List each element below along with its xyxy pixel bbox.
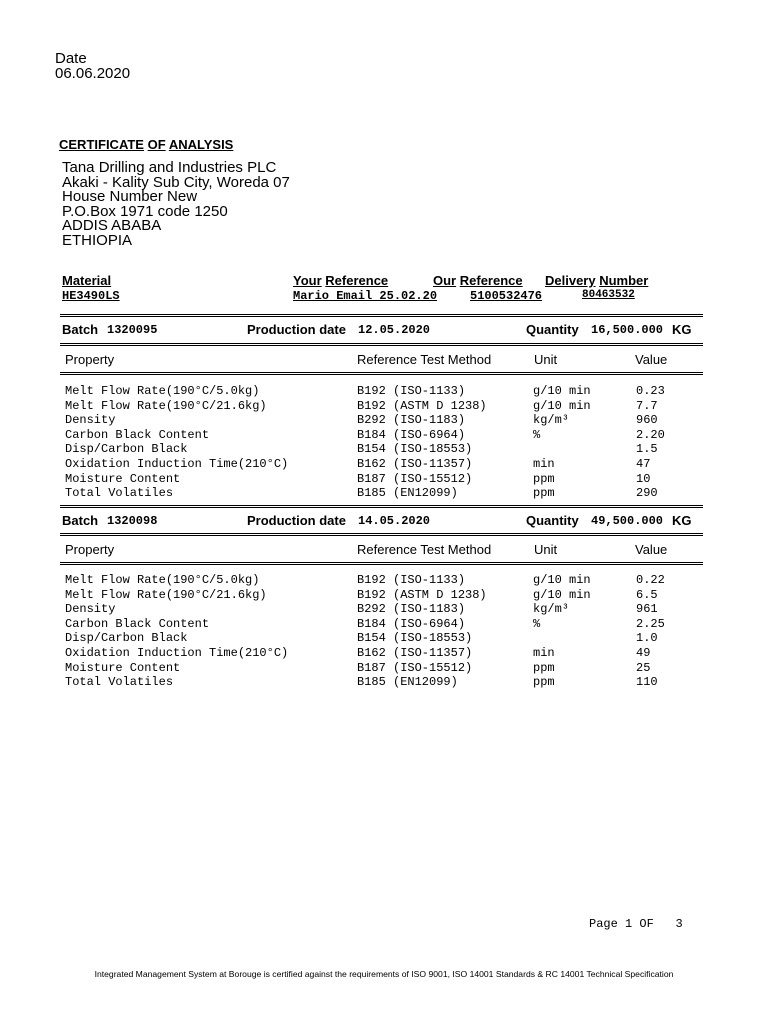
- value-cell: 10: [636, 471, 651, 486]
- material-header: Material: [62, 273, 112, 288]
- divider: [60, 562, 703, 563]
- table-row: [0, 428, 768, 443]
- unit-cell: min: [533, 457, 555, 471]
- property-cell: Total Volatiles: [65, 675, 174, 690]
- divider: [60, 372, 703, 373]
- address-line: ETHIOPIA: [62, 232, 133, 249]
- page-total: 3: [675, 917, 683, 931]
- property-cell: Density: [65, 413, 116, 428]
- divider: [60, 535, 703, 536]
- divider: [60, 316, 703, 317]
- unit-header: Unit: [534, 542, 558, 557]
- method-cell: B187 (ISO-15512): [357, 660, 473, 675]
- unit-cell: kg/m³: [533, 413, 570, 428]
- method-cell: B185 (EN12099): [357, 675, 458, 690]
- property-cell: Oxidation Induction Time(210°C): [65, 457, 289, 471]
- divider: [60, 374, 703, 375]
- unit-cell: %: [533, 616, 541, 631]
- value-cell: 960: [636, 413, 658, 428]
- property-cell: Total Volatiles: [65, 486, 174, 501]
- page-number: 1: [625, 917, 633, 931]
- property-header: Property: [65, 542, 115, 557]
- unit-cell: %: [533, 427, 541, 442]
- unit-cell: ppm: [533, 675, 555, 690]
- method-cell: B162 (ISO-11357): [357, 457, 473, 471]
- method-header: Reference Test Method: [357, 542, 492, 557]
- value-cell: 290: [636, 486, 658, 501]
- date-label: Date: [55, 50, 87, 67]
- method-cell: B184 (ISO-6964): [357, 616, 466, 631]
- address-line: ADDIS ABABA: [62, 217, 162, 234]
- method-cell: B292 (ISO-1183): [357, 413, 466, 428]
- batch-number: 1320098: [107, 514, 158, 528]
- value-cell: 1.0: [636, 631, 658, 646]
- property-cell: Disp/Carbon Black: [65, 631, 188, 646]
- method-header: Reference Test Method: [357, 352, 492, 367]
- method-cell: B192 (ASTM D 1238): [357, 587, 487, 602]
- value-cell: 7.7: [636, 398, 658, 413]
- table-row: [0, 573, 768, 588]
- value-cell: 49: [636, 646, 651, 660]
- value-cell: 0.22: [636, 573, 665, 587]
- unit-cell: g/10 min: [533, 398, 591, 413]
- method-cell: B162 (ISO-11357): [357, 646, 473, 660]
- production-date-label: Production date: [247, 513, 346, 528]
- table-row: [0, 631, 768, 646]
- property-cell: Disp/Carbon Black: [65, 442, 188, 457]
- table-row: [0, 602, 768, 617]
- production-date-value: 14.05.2020: [358, 514, 431, 528]
- value-cell: 961: [636, 602, 658, 617]
- value-cell: 2.20: [636, 427, 665, 442]
- unit-cell: g/10 min: [533, 587, 591, 602]
- method-cell: B154 (ISO-18553): [357, 442, 473, 457]
- table-row: [0, 646, 768, 661]
- footer-certification-text: Integrated Management System at Borouge is certified against the requirements of ISO 9001, ISO 14001 Standards & RC 14001 Technical Specification: [94, 969, 674, 979]
- address-line: Akaki - Kality Sub City, Woreda 07: [62, 174, 290, 191]
- table-row: [0, 675, 768, 690]
- property-cell: Oxidation Induction Time(210°C): [65, 646, 289, 660]
- page-label: Page: [589, 917, 618, 931]
- page-of: OF: [639, 917, 654, 931]
- title-word-of: OF: [147, 137, 166, 152]
- property-cell: Moisture Content: [65, 471, 181, 486]
- property-cell: Melt Flow Rate(190°C/21.6kg): [65, 587, 267, 602]
- quantity-unit: KG: [672, 322, 692, 337]
- table-row: [0, 617, 768, 632]
- table-row: [0, 588, 768, 603]
- table-row: [0, 457, 768, 472]
- batch-number: 1320095: [107, 323, 158, 337]
- quantity-label: Quantity: [526, 322, 579, 337]
- property-cell: Melt Flow Rate(190°C/5.0kg): [65, 384, 260, 398]
- property-cell: Moisture Content: [65, 660, 181, 675]
- property-cell: Density: [65, 602, 116, 617]
- method-cell: B292 (ISO-1183): [357, 602, 466, 617]
- unit-cell: g/10 min: [533, 573, 591, 587]
- property-cell: Melt Flow Rate(190°C/5.0kg): [65, 573, 260, 587]
- batch-label: Batch: [62, 513, 99, 528]
- divider: [60, 345, 703, 346]
- divider: [60, 507, 703, 508]
- divider: [60, 314, 703, 315]
- quantity-unit: KG: [672, 513, 692, 528]
- method-cell: B187 (ISO-15512): [357, 471, 473, 486]
- quantity-value: 49,500.000: [591, 514, 664, 528]
- unit-cell: ppm: [533, 660, 555, 675]
- address-line: House Number New: [62, 188, 198, 205]
- production-date-value: 12.05.2020: [358, 323, 431, 337]
- property-cell: Carbon Black Content: [65, 427, 210, 442]
- table-row: [0, 486, 768, 501]
- property-header: Property: [65, 352, 115, 367]
- value-cell: 47: [636, 457, 651, 471]
- our-reference-value: 5100532476: [470, 289, 543, 303]
- value-cell: 1.5: [636, 442, 658, 457]
- date-value: 06.06.2020: [55, 65, 131, 82]
- value-header: Value: [635, 352, 668, 367]
- value-header: Value: [635, 542, 668, 557]
- divider: [60, 343, 703, 344]
- unit-cell: ppm: [533, 471, 555, 486]
- quantity-label: Quantity: [526, 513, 579, 528]
- address-line: Tana Drilling and Industries PLC: [62, 159, 277, 176]
- value-cell: 110: [636, 675, 658, 690]
- table-row: [0, 384, 768, 399]
- delivery-number-header: Delivery Number: [545, 273, 649, 288]
- your-reference-value: Mario Email 25.02.20: [293, 289, 438, 303]
- method-cell: B192 (ASTM D 1238): [357, 398, 487, 413]
- table-row: [0, 442, 768, 457]
- quantity-value: 16,500.000: [591, 323, 664, 337]
- value-cell: 0.23: [636, 384, 665, 398]
- method-cell: B154 (ISO-18553): [357, 631, 473, 646]
- table-row: [0, 661, 768, 676]
- title-word-analysis: ANALYSIS: [168, 137, 234, 152]
- method-cell: B185 (EN12099): [357, 486, 458, 501]
- address-line: P.O.Box 1971 code 1250: [62, 203, 228, 220]
- title-word-certificate: CERTIFICATE: [59, 137, 144, 152]
- unit-cell: g/10 min: [533, 384, 591, 398]
- your-reference-header: Your Reference: [293, 273, 389, 288]
- value-cell: 6.5: [636, 587, 658, 602]
- certificate-title: [59, 137, 233, 152]
- table-row: [0, 472, 768, 487]
- unit-header: Unit: [534, 352, 558, 367]
- divider: [60, 533, 703, 534]
- value-cell: 2.25: [636, 616, 665, 631]
- production-date-label: Production date: [247, 322, 346, 337]
- table-row: [0, 399, 768, 414]
- divider: [60, 564, 703, 565]
- method-cell: B192 (ISO-1133): [357, 573, 466, 587]
- unit-cell: min: [533, 646, 555, 660]
- value-cell: 25: [636, 660, 651, 675]
- property-cell: Melt Flow Rate(190°C/21.6kg): [65, 398, 267, 413]
- method-cell: B192 (ISO-1133): [357, 384, 466, 398]
- method-cell: B184 (ISO-6964): [357, 427, 466, 442]
- our-reference-header: Our Reference: [433, 273, 523, 288]
- material-value: HE3490LS: [62, 289, 120, 303]
- divider: [60, 505, 703, 506]
- property-cell: Carbon Black Content: [65, 616, 210, 631]
- delivery-number-value: 80463532: [582, 289, 635, 301]
- table-row: [0, 413, 768, 428]
- unit-cell: kg/m³: [533, 602, 570, 617]
- unit-cell: ppm: [533, 486, 555, 501]
- page-indicator: [589, 918, 683, 931]
- batch-label: Batch: [62, 322, 99, 337]
